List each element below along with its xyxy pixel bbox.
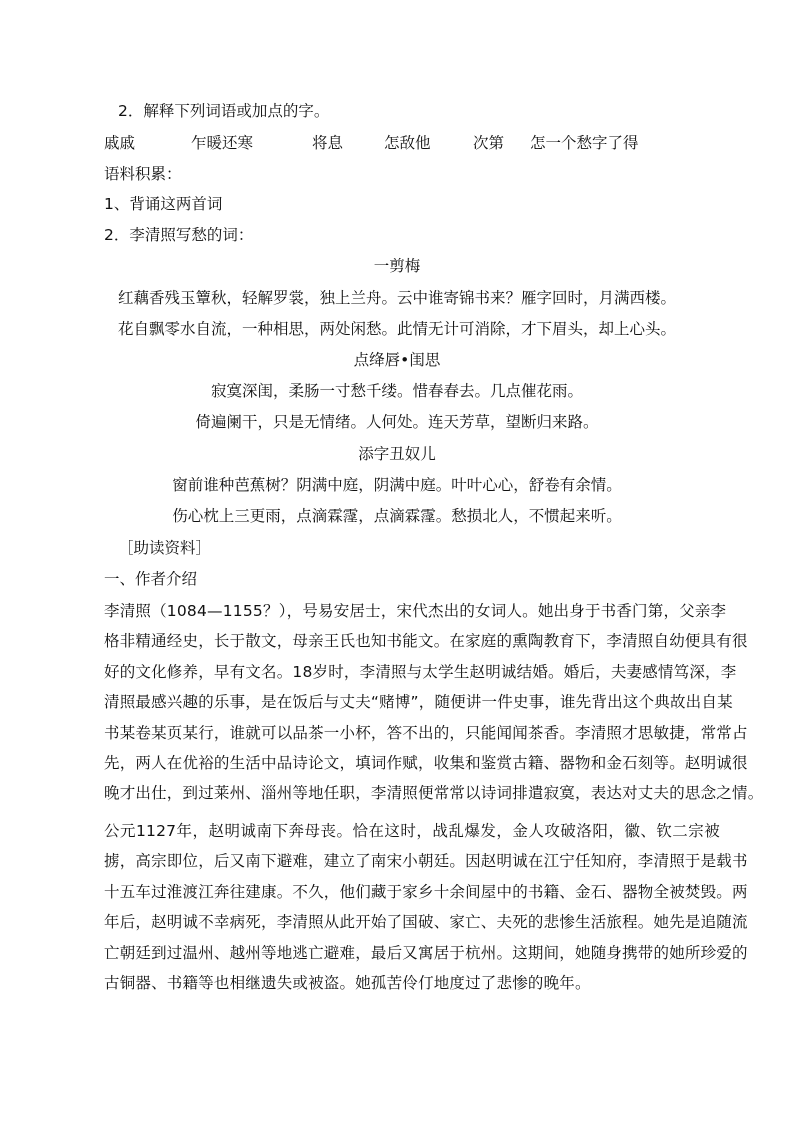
accumulation-item-1: 1、背诵这两首词 — [104, 195, 223, 213]
paragraph-line: 格非精通经史，长于散文，母亲王氏也知书能文。在家庭的熏陶教育下，李清照自幼便具有很 — [104, 632, 748, 651]
poem-line: 寂寞深闺，柔肠一寸愁千缕。惜春春去。几点催花雨。 — [210, 382, 583, 400]
vocab-item: 乍暖还寒 — [191, 134, 254, 152]
vocab-item: 戚戚 — [104, 134, 136, 152]
poem-line: 倚遍阑干，只是无情绪。人何处。连天芳草，望断归来路。 — [195, 413, 599, 431]
vocab-item: 怎一个愁字了得 — [530, 134, 639, 152]
poem-title: 点绛唇•闺思 — [353, 351, 441, 369]
question-2-title: 2．解释下列词语或加点的字。 — [118, 102, 330, 120]
paragraph-line: 李清照（1084—1155？），号易安居士，宋代杰出的女词人。她出身于书香门第，父亲李 — [104, 602, 727, 620]
poem-line: 窗前谁种芭蕉树？阴满中庭，阴满中庭。叶叶心心，舒卷有余情。 — [172, 476, 622, 494]
poem-title: 一剪梅 — [373, 257, 421, 275]
paragraph-line: 先，两人在优裕的生活中品诗论文，填词作赋，收集和鉴赏古籍、器物和金石刻等。赵明诚很 — [104, 753, 748, 772]
poem-line: 红藕香残玉簟秋，轻解罗裳，独上兰舟。云中谁寄锦书来？雁字回时，月满西楼。 — [117, 289, 676, 307]
paragraph-line: 古铜器、书籍等也相继遗失或被盗。她孤苦伶仃地度过了悲惨的晚年。 — [104, 973, 591, 992]
paragraph-line: 晚才出仕，到过莱州、淄州等地任职，李清照便常常以诗词排遣寂寞，表达对丈夫的思念之情。 — [104, 784, 764, 803]
poem-line: 伤心枕上三更雨，点滴霖霪，点滴霖霪。愁损北人，不惯起来听。 — [172, 507, 622, 525]
vocab-item: 次第 — [473, 134, 505, 152]
vocab-list — [0, 131, 794, 155]
reading-heading: ［助读资料］ — [118, 539, 212, 557]
poem-line: 花自飘零水自流，一种相思，两处闲愁。此情无计可消除，才下眉头，却上心头。 — [117, 320, 676, 338]
paragraph-line: 公元1127年，赵明诚南下奔母丧。恰在这时，战乱爆发，金人攻破洛阳，徽、钦二宗被 — [104, 822, 720, 840]
poem-title: 添字丑奴儿 — [358, 445, 436, 463]
paragraph-line: 年后，赵明诚不幸病死，李清照从此开始了国破、家亡、夫死的悲惨生活旅程。她先是追随流 — [104, 913, 748, 932]
paragraph-line: 清照最感兴趣的乐事，是在饭后与丈夫“赌博”，随便讲一件史事，谁先背出这个典故出自某 — [104, 693, 733, 712]
paragraph-line: 书某卷某页某行，谁就可以品茶一小杯，答不出的，只能闻闻茶香。李清照才思敏捷，常常占 — [104, 723, 748, 742]
paragraph-line: 好的文化修养，早有文名。18岁时，李清照与太学生赵明诚结婚。婚后，夫妻感情笃深，李 — [104, 662, 737, 681]
author-paragraph-1 — [104, 596, 764, 809]
paragraph-line: 十五车过淮渡江奔往建康。不久，他们藏于家乡十余间屋中的书籍、金石、器物全被焚毁。两 — [104, 882, 748, 901]
paragraph-line: 亡朝廷到过温州、越州等地逃亡避难，最后又寓居于杭州。这期间，她随身携带的她所珍爱的 — [104, 943, 748, 962]
vocab-item: 怎敌他 — [384, 134, 431, 152]
accumulation-item-2: 2．李清照写愁的词： — [104, 226, 254, 244]
author-paragraph-2 — [104, 816, 748, 998]
vocab-item: 将息 — [312, 134, 344, 152]
section-heading: 一、作者介绍 — [104, 570, 198, 588]
paragraph-line: 掳，高宗即位，后又南下避难，建立了南宋小朝廷。因赵明诚在江宁任知府，李清照于是载书 — [104, 852, 748, 871]
accumulation-heading: 语料积累： — [104, 165, 182, 183]
